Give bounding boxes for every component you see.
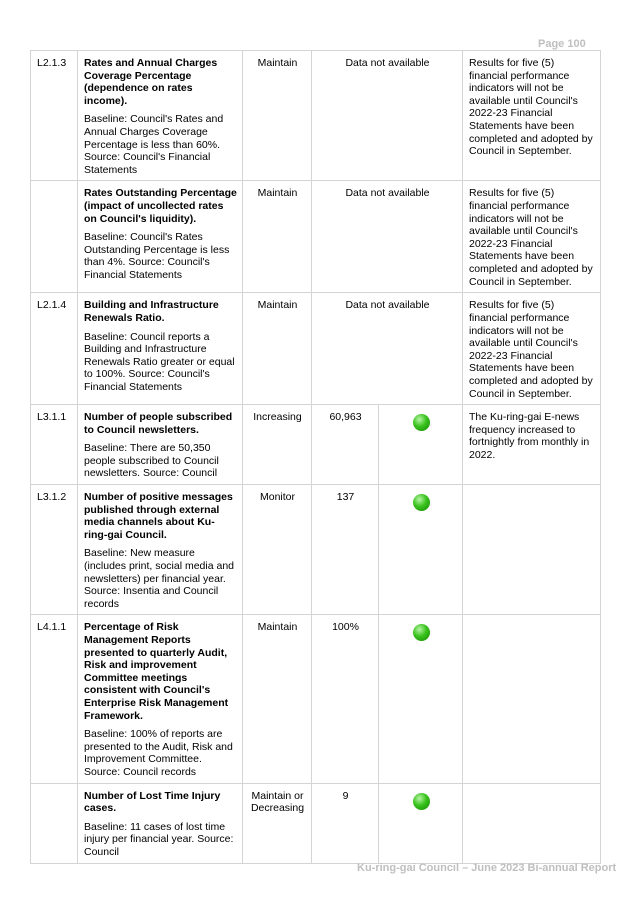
table-row <box>31 293 601 405</box>
measure-baseline: Baseline: There are 50,350 people subscribed to Council newsletters. Source: Council <box>84 442 219 480</box>
comment: Results for five (5) financial performance indicators will not be available until Council's 2022-23 Financial Statements have been completed and adopted by Council in September. <box>463 51 601 181</box>
status-on-track-icon <box>413 624 430 641</box>
measure-cell <box>78 485 243 615</box>
result-value: 100% <box>312 615 379 783</box>
measure-title: Number of people subscribed to Council newsletters. <box>84 411 233 436</box>
table-row <box>31 51 601 181</box>
measure-cell <box>78 615 243 783</box>
status-cell <box>379 783 463 863</box>
table-row <box>31 181 601 293</box>
measure-cell <box>78 783 243 863</box>
measure-title: Number of positive messages published through external media channels about Ku-ring-gai Council. <box>84 491 233 541</box>
comment <box>463 485 601 615</box>
table-row <box>31 783 601 863</box>
comment: The Ku-ring-gai E-news frequency increased to fortnightly from monthly in 2022. <box>463 405 601 485</box>
target-direction: Maintain <box>243 51 312 181</box>
result-value: 60,963 <box>312 405 379 485</box>
measure-title: Building and Infrastructure Renewals Ratio. <box>84 299 219 324</box>
measure-cell <box>78 181 243 293</box>
status-cell <box>379 485 463 615</box>
measure-title: Percentage of Risk Management Reports presented to quarterly Audit, Risk and improvement Committee meetings consistent with Council's Enterprise Risk Management Framework. <box>84 621 229 722</box>
target-direction: Monitor <box>243 485 312 615</box>
measure-baseline: Baseline: Council reports a Building and Infrastructure Renewals Ratio greater or equal to 100%. Source: Council's Financial Statements <box>84 330 235 393</box>
measure-code <box>31 783 78 863</box>
measure-title: Number of Lost Time Injury cases. <box>84 789 221 815</box>
target-direction: Increasing <box>243 405 312 485</box>
measure-baseline: Baseline: 100% of reports are presented to the Audit, Risk and Improvement Committee. Source: Council records <box>84 728 233 778</box>
target-direction: Maintain <box>243 293 312 405</box>
measure-code: L2.1.4 <box>31 293 78 405</box>
measure-code: L2.1.3 <box>31 51 78 181</box>
performance-indicators-table <box>30 50 601 864</box>
measure-code <box>31 181 78 293</box>
measure-baseline: Baseline: Council's Rates Outstanding Percentage is less than 4%. Source: Council's Financial Statements <box>84 231 230 281</box>
report-footer: Ku-ring-gai Council – June 2023 Bi-annual Report <box>357 862 617 874</box>
measure-cell <box>78 293 243 405</box>
page-number: Page 100 <box>538 38 586 50</box>
table-row <box>31 615 601 783</box>
status-cell <box>379 405 463 485</box>
status-cell <box>379 615 463 783</box>
measure-baseline: Baseline: New measure (includes print, social media and newsletters) per financial year. Source: Insentia and Council records <box>84 547 234 610</box>
target-direction: Maintain <box>243 615 312 783</box>
result-value: 9 <box>312 783 379 863</box>
measure-baseline: Baseline: Council's Rates and Annual Charges Coverage Percentage is less than 60%. Source: Council's Financial Statements <box>84 113 224 176</box>
measure-cell <box>78 51 243 181</box>
measure-title: Rates Outstanding Percentage (impact of uncollected rates on Council's liquidity). <box>84 187 237 225</box>
target-direction: Maintain or Decreasing <box>243 783 312 863</box>
result-value: Data not available <box>312 293 463 405</box>
result-value: Data not available <box>312 181 463 293</box>
comment <box>463 783 601 863</box>
comment: Results for five (5) financial performance indicators will not be available until Council's 2022-23 Financial Statements have been completed and adopted by Council in September. <box>463 181 601 293</box>
measure-baseline: Baseline: 11 cases of lost time injury per financial year. Source: Council <box>84 820 234 858</box>
comment <box>463 615 601 783</box>
comment: Results for five (5) financial performance indicators will not be available until Council's 2022-23 Financial Statements have been completed and adopted by Council in September. <box>463 293 601 405</box>
status-on-track-icon <box>413 793 430 810</box>
target-direction: Maintain <box>243 181 312 293</box>
result-value: Data not available <box>312 51 463 181</box>
measure-title: Rates and Annual Charges Coverage Percentage (dependence on rates income). <box>84 57 218 107</box>
measure-code: L3.1.1 <box>31 405 78 485</box>
measure-code: L3.1.2 <box>31 485 78 615</box>
measure-cell <box>78 405 243 485</box>
result-value: 137 <box>312 485 379 615</box>
measure-code: L4.1.1 <box>31 615 78 783</box>
table-row <box>31 485 601 615</box>
table-row <box>31 405 601 485</box>
status-on-track-icon <box>413 414 430 431</box>
status-on-track-icon <box>413 494 430 511</box>
